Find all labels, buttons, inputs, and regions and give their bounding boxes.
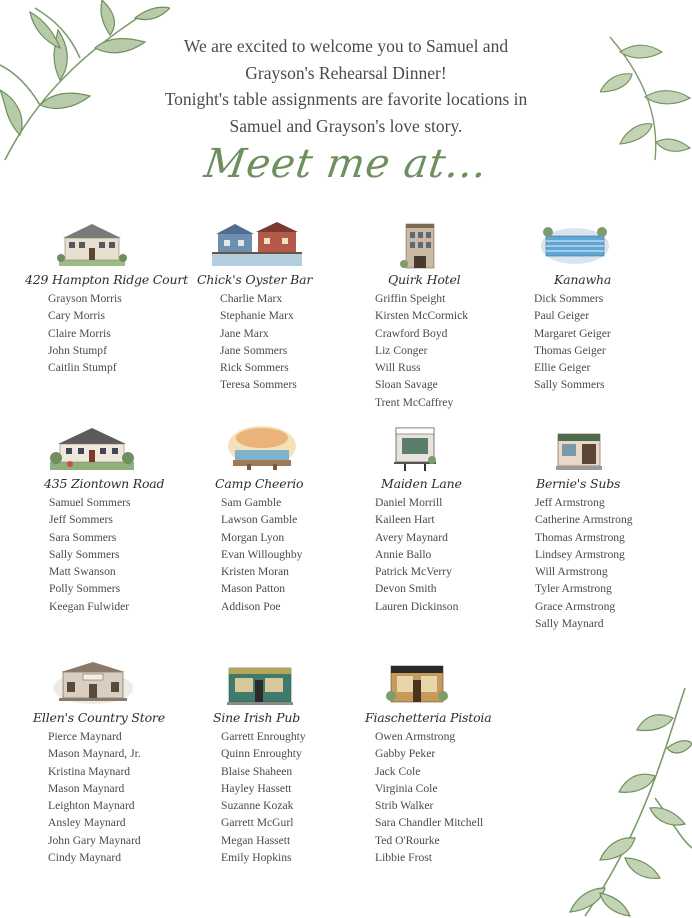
guest-name: Quinn Enroughty: [221, 747, 302, 761]
guest-name: Kirsten McCormick: [375, 309, 469, 323]
guest-name: Will Russ: [375, 361, 421, 375]
guest-name: Sara Sommers: [49, 530, 117, 544]
leaf-branch-bottom-right-icon: [555, 688, 692, 918]
campfire-icon: [215, 424, 375, 472]
guest-name: Hayley Hassett: [221, 781, 292, 795]
guest-name: Matt Swanson: [49, 565, 116, 579]
guest-name: Sally Sommers: [49, 547, 120, 561]
guest-name: Paul Geiger: [534, 309, 590, 323]
guest-name: Tyler Armstrong: [535, 582, 612, 596]
hotel-icon: [372, 220, 532, 268]
guest-name: Margaret Geiger: [534, 326, 611, 340]
guest-name: Sara Chandler Mitchell: [375, 816, 484, 830]
guest-name: Gabby Peker: [375, 747, 436, 761]
guest-name: Blaise Shaheen: [221, 764, 293, 778]
guest-name: Grace Armstrong: [535, 599, 616, 613]
guest-name: Ted O'Rourke: [375, 833, 440, 847]
guest-name: Libbie Frost: [375, 851, 433, 865]
guest-name: Lauren Dickinson: [375, 599, 459, 613]
guest-name: Grayson Morris: [48, 292, 122, 305]
guest-name: Kaileen Hart: [375, 513, 435, 527]
guest-name: Leighton Maynard: [48, 799, 135, 813]
guest-name: Emily Hopkins: [221, 851, 292, 865]
guest-name: Caitlin Stumpf: [48, 361, 117, 375]
guest-name: Sally Sommers: [534, 378, 605, 392]
guest-list: [532, 494, 692, 632]
guest-list: [197, 290, 357, 394]
welcome-line: Tonight's table assignments are favorite locations in: [164, 89, 528, 109]
guest-name: Claire Morris: [48, 326, 111, 340]
table-card: [213, 658, 373, 866]
guest-name: Lawson Gamble: [221, 513, 298, 527]
table-name: 429 Hampton Ridge Court: [25, 272, 188, 287]
welcome-line: Grayson's Rehearsal Dinner!: [245, 62, 447, 83]
headline: Meet me at...: [201, 141, 491, 187]
guest-name: Suzanne Kozak: [221, 799, 294, 813]
swimming-pool-icon: [532, 220, 692, 268]
guest-name: Dick Sommers: [534, 292, 604, 305]
guest-name: Keegan Fulwider: [49, 599, 130, 613]
guest-name: John Gary Maynard: [48, 833, 141, 847]
guest-name: Owen Armstrong: [375, 730, 456, 743]
guest-name: Morgan Lyon: [221, 530, 285, 544]
guest-list: [372, 290, 532, 411]
table-card: [25, 220, 188, 376]
table-name: Fiaschetteria Pistoia: [365, 710, 492, 725]
guest-name: Polly Sommers: [49, 582, 121, 596]
guest-name: Samuel Sommers: [49, 496, 131, 509]
guest-list: [25, 290, 185, 376]
table-card: [197, 220, 357, 394]
waterfront-restaurant-icon: [197, 220, 357, 268]
guest-name: Thomas Geiger: [534, 343, 606, 357]
guest-name: Teresa Sommers: [220, 378, 297, 392]
restaurant-icon: [365, 658, 525, 706]
table-card: [44, 424, 204, 615]
table-card: [532, 220, 692, 394]
guest-name: Stephanie Marx: [220, 309, 294, 323]
guest-name: Jeff Sommers: [49, 513, 113, 527]
guest-name: Mason Maynard: [48, 781, 125, 795]
guest-name: Ellie Geiger: [534, 361, 591, 375]
house-icon: [25, 220, 185, 268]
guest-name: Rick Sommers: [220, 361, 289, 375]
country-store-icon: [33, 658, 193, 706]
guest-name: Ansley Maynard: [48, 816, 126, 830]
guest-name: Kristen Moran: [221, 565, 289, 579]
guest-list: [33, 728, 193, 866]
table-name: Chick's Oyster Bar: [197, 272, 313, 287]
welcome-line: Samuel and Grayson's love story.: [229, 115, 463, 136]
table-name: Camp Cheerio: [215, 476, 304, 491]
table-name: Kanawha: [554, 272, 612, 287]
guest-name: Evan Willoughby: [221, 547, 303, 561]
table-name: Sine Irish Pub: [213, 710, 300, 725]
guest-name: John Stumpf: [48, 343, 107, 357]
guest-name: Jane Sommers: [220, 343, 288, 357]
guest-name: Cindy Maynard: [48, 851, 122, 865]
guest-name: Garrett McGurl: [221, 816, 294, 830]
guest-name: Jane Marx: [220, 326, 269, 340]
guest-name: Sally Maynard: [535, 617, 604, 631]
guest-name: Patrick McVerry: [375, 565, 452, 579]
guest-name: Cary Morris: [48, 309, 105, 323]
guest-name: Lindsey Armstrong: [535, 547, 625, 561]
guest-name: Catherine Armstrong: [535, 513, 633, 527]
cafe-icon: [372, 424, 532, 472]
guest-name: Devon Smith: [375, 582, 437, 596]
farmhouse-icon: [44, 424, 204, 472]
guest-name: Garrett Enroughty: [221, 730, 306, 743]
table-name: Ellen's Country Store: [33, 710, 165, 725]
welcome-line: We are excited to welcome you to Samuel and: [183, 36, 509, 56]
guest-name: Charlie Marx: [220, 292, 283, 305]
guest-name: Jack Cole: [375, 764, 421, 778]
table-card: [372, 424, 532, 615]
guest-name: Annie Ballo: [375, 547, 432, 561]
table-card: [365, 658, 525, 866]
table-name: 435 Ziontown Road: [44, 476, 165, 491]
pub-icon: [213, 658, 373, 706]
guest-name: Trent McCaffrey: [375, 395, 454, 409]
guest-name: Virginia Cole: [375, 781, 438, 795]
guest-list: [365, 728, 525, 866]
guest-name: Jeff Armstrong: [535, 496, 605, 509]
table-card: [33, 658, 193, 866]
sub-shop-icon: [532, 424, 692, 472]
guest-name: Pierce Maynard: [48, 730, 122, 743]
guest-name: Daniel Morrill: [375, 496, 443, 509]
guest-list: [44, 494, 204, 615]
guest-name: Avery Maynard: [375, 530, 448, 544]
guest-name: Strib Walker: [375, 799, 434, 813]
guest-name: Kristina Maynard: [48, 764, 131, 778]
guest-name: Will Armstrong: [535, 565, 608, 579]
table-name: Quirk Hotel: [388, 272, 461, 287]
guest-name: Sam Gamble: [221, 496, 282, 509]
table-card: [532, 424, 692, 632]
table-name: Maiden Lane: [381, 476, 462, 491]
guest-name: Megan Hassett: [221, 833, 291, 847]
table-card: [215, 424, 375, 615]
guest-list: [215, 494, 375, 615]
welcome-message: [0, 33, 692, 139]
guest-list: [532, 290, 692, 394]
guest-name: Crawford Boyd: [375, 326, 448, 340]
guest-name: Addison Poe: [221, 599, 281, 613]
guest-name: Mason Patton: [221, 582, 286, 596]
guest-name: Liz Conger: [375, 343, 428, 357]
table-name: Bernie's Subs: [536, 476, 621, 491]
guest-name: Sloan Savage: [375, 378, 438, 392]
guest-name: Mason Maynard, Jr.: [48, 747, 141, 761]
guest-name: Thomas Armstrong: [535, 530, 625, 544]
guest-list: [372, 494, 532, 615]
guest-list: [213, 728, 373, 866]
guest-name: Griffin Speight: [375, 292, 446, 305]
table-card: [372, 220, 532, 411]
